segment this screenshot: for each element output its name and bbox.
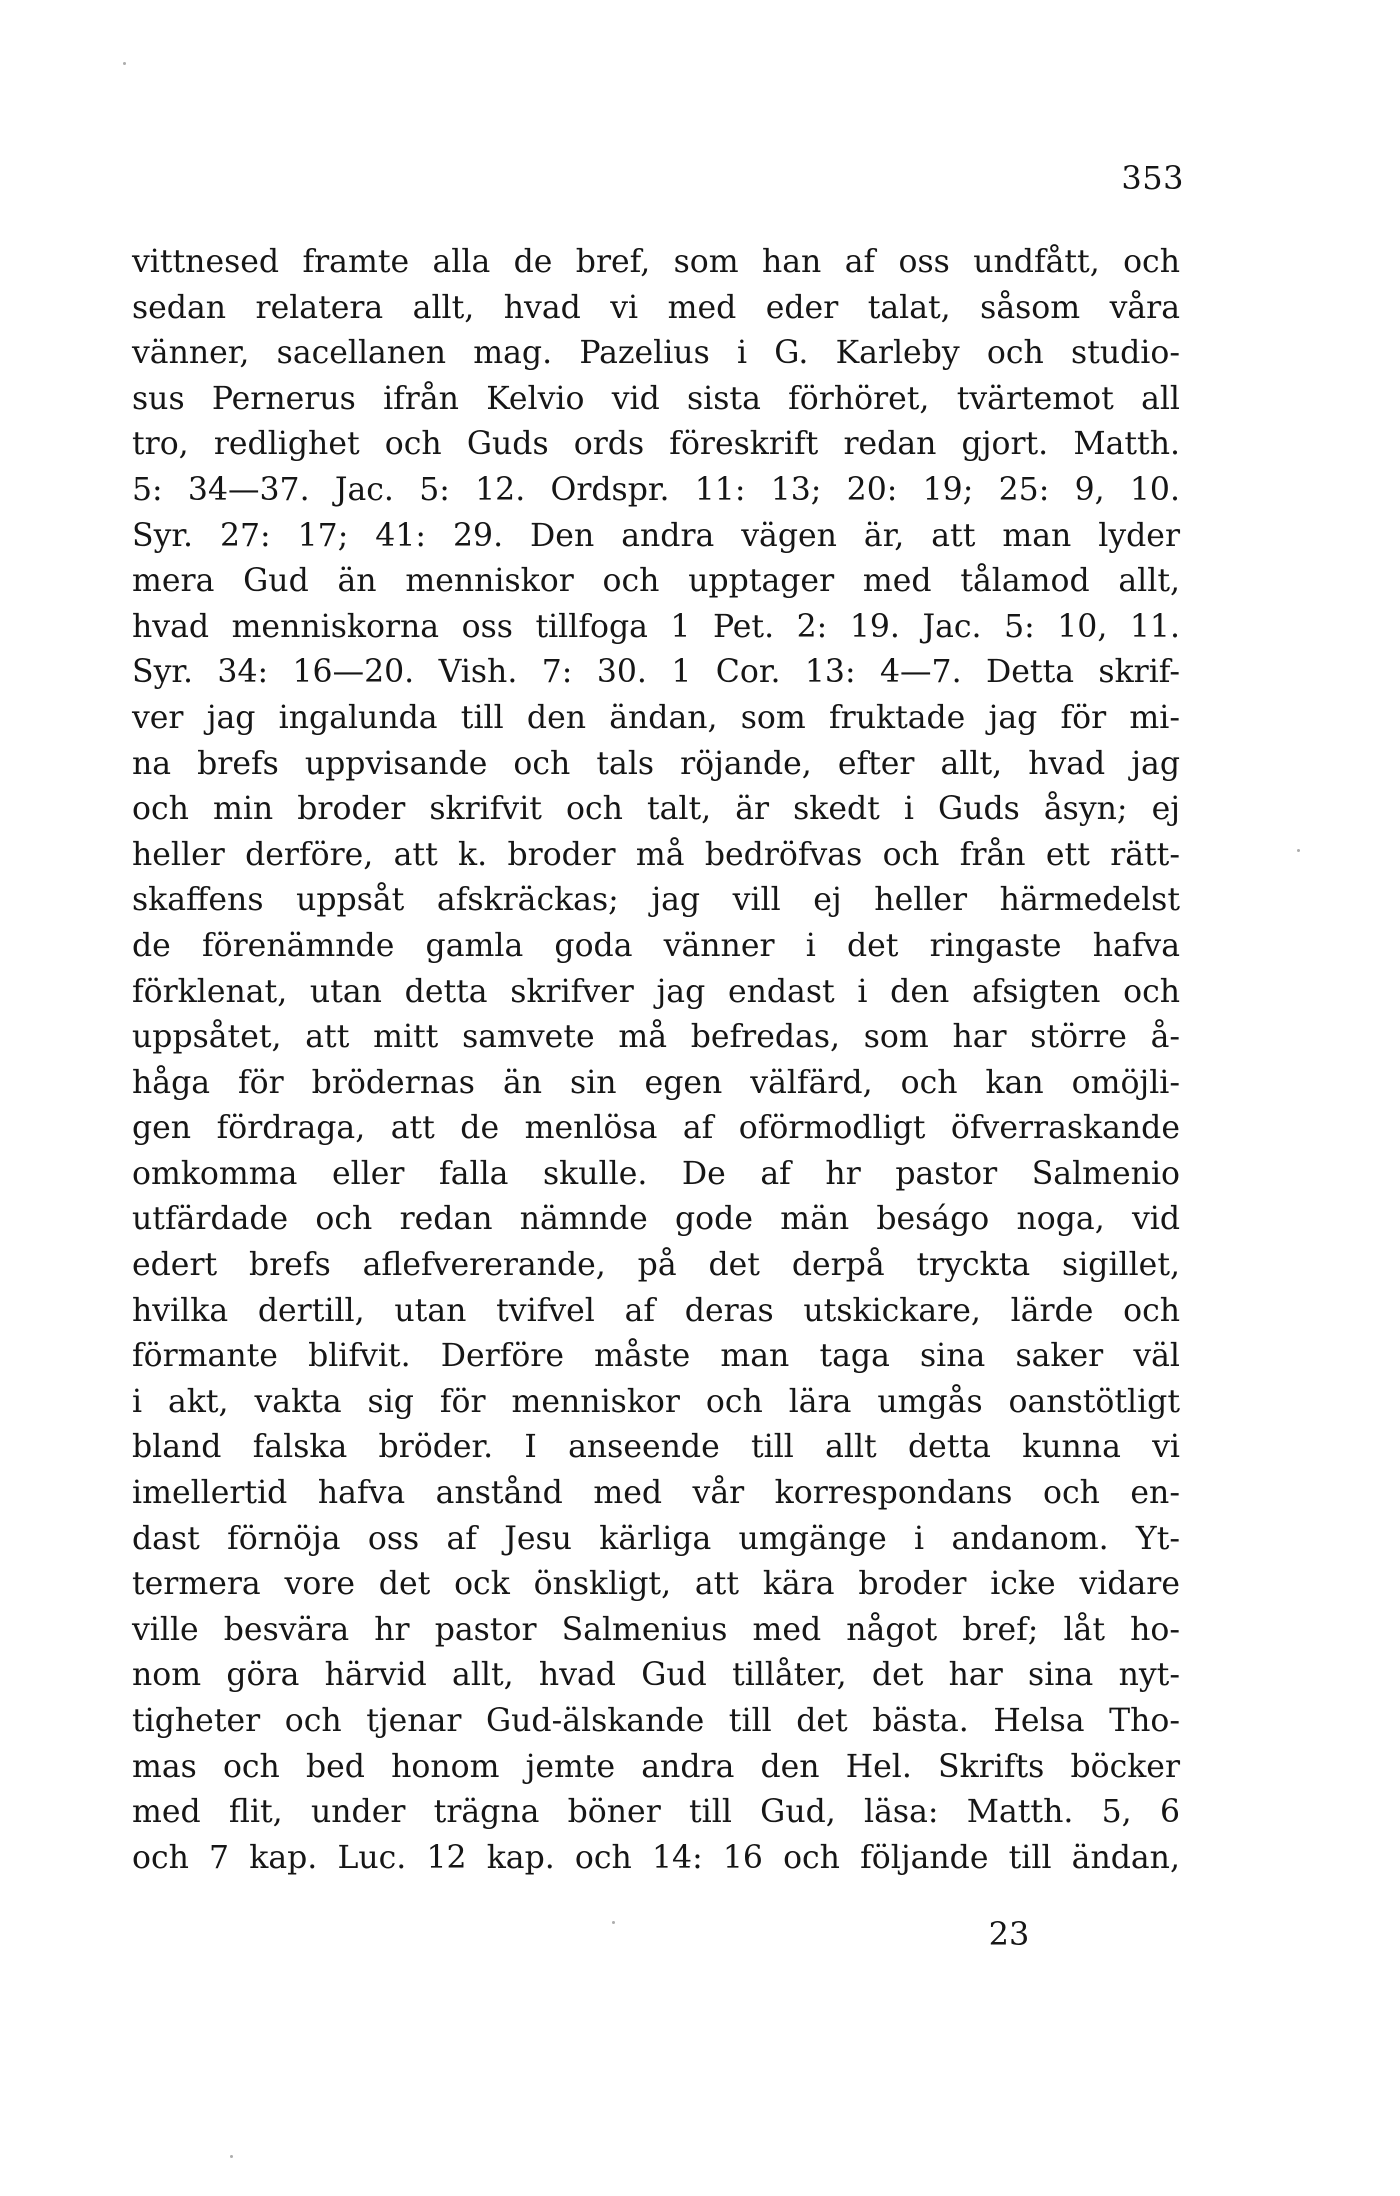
text-line: tro, redlighet och Guds ords föreskrift redan gjort. Matth. (132, 426, 1180, 463)
paper-speck (123, 62, 126, 65)
signature-mark: 23 (988, 1915, 1030, 1953)
text-line: vänner, sacellanen mag. Pazelius i G. Karleby och studio- (132, 335, 1180, 372)
paper-speck (1297, 849, 1300, 852)
paper-speck (612, 1921, 615, 1924)
text-line: tigheter och tjenar Gud-älskande till det bästa. Helsa Tho- (132, 1703, 1180, 1739)
text-line: 5: 34—37. Jac. 5: 12. Ordspr. 11: 13; 20: 19; 25: 9, 10. (132, 471, 1180, 508)
text-line: hvilka dertill, utan tvifvel af deras utskickare, lärde och (132, 1292, 1180, 1329)
text-line: förmante blifvit. Derföre måste man taga sina saker väl (132, 1338, 1180, 1375)
text-line: termera vore det ock önskligt, att kära broder icke vidare (132, 1566, 1180, 1603)
text-line: edert brefs aflefvererande, på det derpå tryckta sigillet, (132, 1247, 1180, 1284)
text-line: i akt, vakta sig för menniskor och lära umgås oanstötligt (132, 1383, 1180, 1420)
text-line: sedan relatera allt, hvad vi med eder talat, såsom våra (132, 289, 1180, 326)
text-line: mas och bed honom jemte andra den Hel. Skrifts böcker (132, 1748, 1180, 1785)
text-line: ver jag ingalunda till den ändan, som fruktade jag för mi- (132, 699, 1180, 736)
text-line: na brefs uppvisande och tals röjande, efter allt, hvad jag (132, 745, 1180, 782)
text-line: heller derföre, att k. broder må bedröfvas och från ett rätt- (132, 836, 1180, 873)
text-line: skaffens uppsåt afskräckas; jag vill ej heller härmedelst (132, 882, 1180, 919)
text-line: håga för brödernas än sin egen välfärd, och kan omöjli- (132, 1064, 1180, 1101)
text-line: dast förnöja oss af Jesu kärliga umgänge i andanom. Yt- (132, 1520, 1180, 1557)
body-text (132, 240, 1180, 1881)
text-line: bland falska bröder. I anseende till allt detta kunna vi (132, 1429, 1180, 1466)
text-line: utfärdade och redan nämnde gode män beságo noga, vid (132, 1201, 1180, 1238)
text-line: Syr. 34: 16—20. Vish. 7: 30. 1 Cor. 13: 4—7. Detta skrif- (132, 654, 1180, 691)
text-line: och 7 kap. Luc. 12 kap. och 14: 16 och följande till ändan, (132, 1839, 1180, 1876)
text-line: med flit, under trägna böner till Gud, läsa: Matth. 5, 6 (132, 1794, 1180, 1831)
text-line: de förenämnde gamla goda vänner i det ringaste hafva (132, 927, 1180, 964)
text-line: uppsåtet, att mitt samvete må befredas, som har större å- (132, 1019, 1180, 1056)
text-line: gen fördraga, att de menlösa af oförmodligt öfverraskande (132, 1110, 1180, 1147)
text-line: vittnesed framte alla de bref, som han af oss undfått, och (132, 244, 1180, 280)
paper-speck (230, 2155, 233, 2158)
text-line: och min broder skrifvit och talt, är skedt i Guds åsyn; ej (132, 791, 1180, 828)
text-line: Syr. 27: 17; 41: 29. Den andra vägen är, att man lyder (132, 517, 1180, 554)
text-line: sus Pernerus ifrån Kelvio vid sista förhöret, tvärtemot all (132, 380, 1180, 417)
text-line: ville besvära hr pastor Salmenius med något bref; låt ho- (132, 1611, 1180, 1648)
text-line: förklenat, utan detta skrifver jag endast i den afsigten och (132, 973, 1180, 1010)
text-line: omkomma eller falla skulle. De af hr pastor Salmenio (132, 1155, 1180, 1192)
text-line: nom göra härvid allt, hvad Gud tillåter, det har sina nyt- (132, 1657, 1180, 1694)
text-line: hvad menniskorna oss tillfoga 1 Pet. 2: 19. Jac. 5: 10, 11. (132, 608, 1180, 645)
page-number: 353 (1121, 159, 1184, 197)
text-line: imellertid hafva anstånd med vår korrespondans och en- (132, 1475, 1180, 1512)
text-line: mera Gud än menniskor och upptager med tålamod allt, (132, 563, 1180, 600)
